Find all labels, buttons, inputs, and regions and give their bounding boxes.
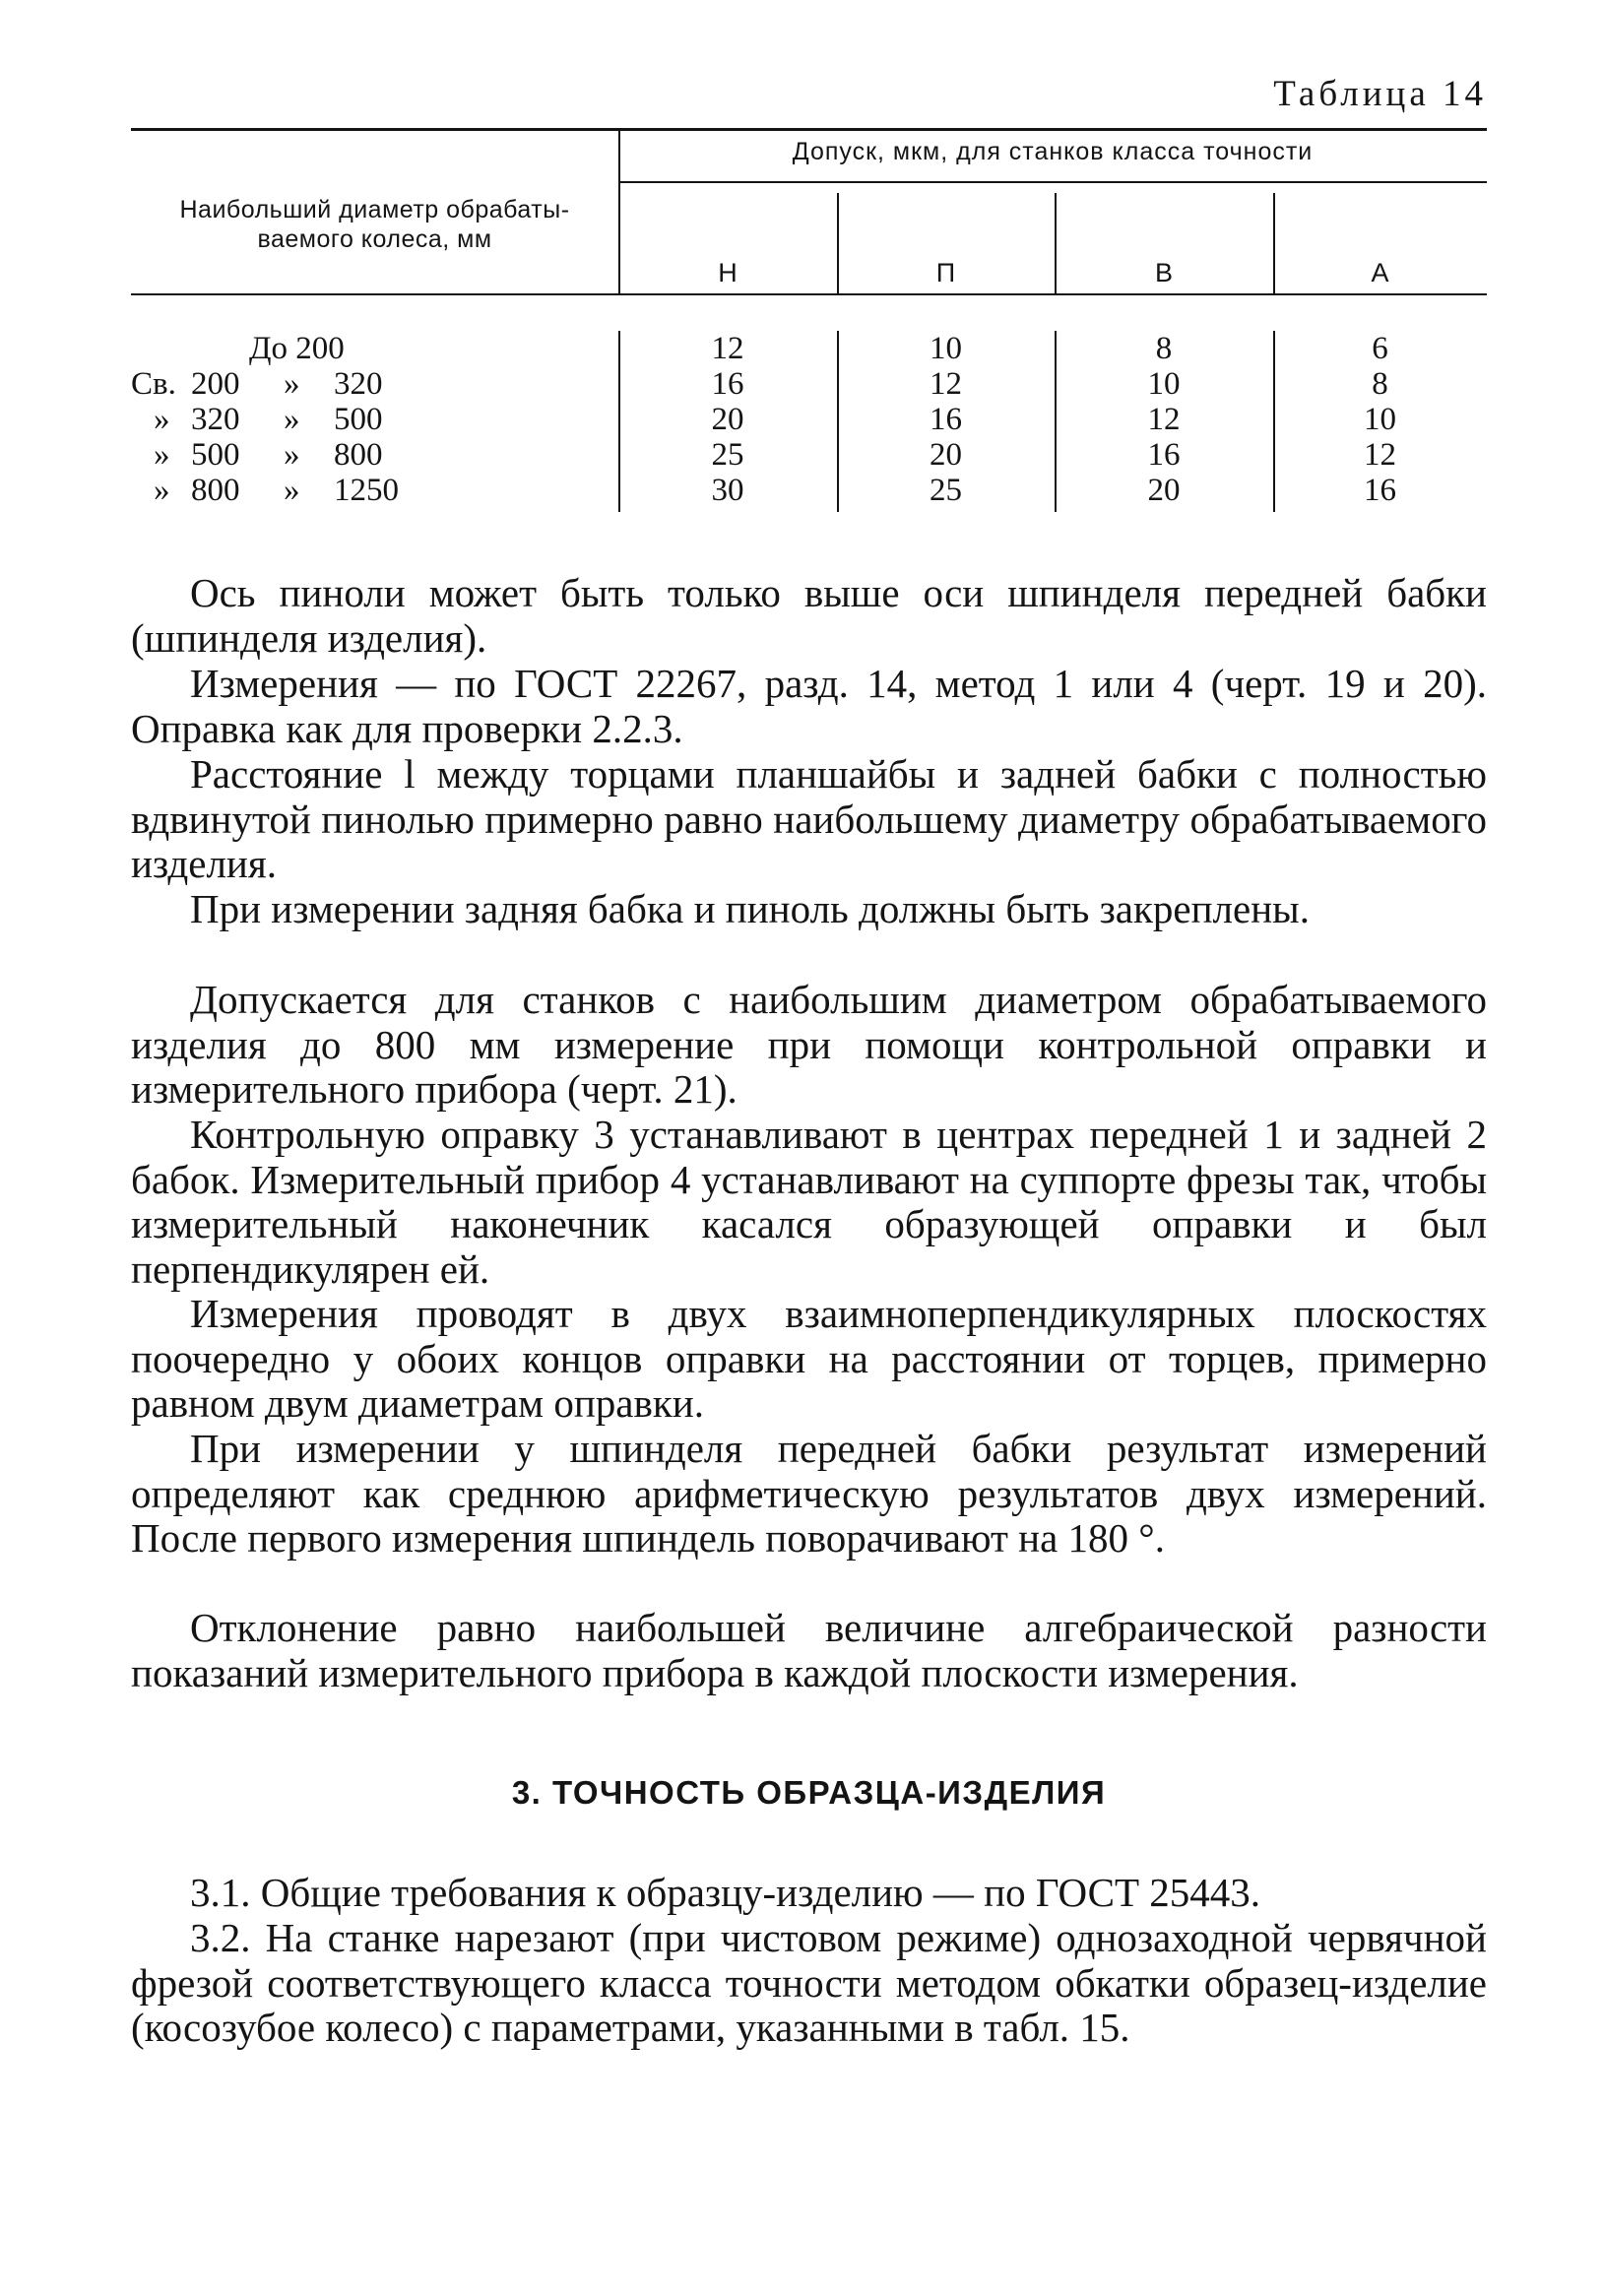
table-cell: 6	[1372, 331, 1388, 366]
table-cell: 10	[1147, 366, 1181, 402]
class-header-p: П	[935, 258, 956, 287]
table-caption: Таблица 14	[1273, 74, 1487, 114]
paragraph: При измерении задняя бабка и пиноль должны быть закреплены.	[190, 886, 1310, 931]
table-cell: 20	[1147, 473, 1181, 508]
column-a-values	[1273, 331, 1487, 508]
column-v-values	[1055, 331, 1273, 508]
diameter-range: До 200	[249, 331, 345, 366]
table-row	[131, 331, 618, 366]
table-cell: 12	[711, 331, 744, 366]
paragraph: Измерения проводят в двух взаимноперпендикулярных плоскостях поочередно у обоих концов оправки на расстоянии от торцев, примерно равном двум диаметрам оправки.	[131, 1291, 1487, 1427]
diameter-sep: »	[284, 473, 300, 508]
diameter-sep: »	[284, 366, 300, 402]
section-title: 3. ТОЧНОСТЬ ОБРАЗЦА-ИЗДЕЛИЯ	[511, 1774, 1107, 1811]
table-row	[131, 437, 618, 473]
diameter-from: 500	[191, 437, 240, 473]
table-cell: 20	[711, 402, 744, 437]
table-row	[131, 402, 618, 437]
table-cell: 20	[930, 437, 962, 473]
paragraph: Ось пиноли может быть только выше оси шпинделя передней бабки (шпинделя изделия).	[131, 570, 1487, 661]
table-cell: 25	[711, 437, 744, 473]
table-cell: 8	[1372, 366, 1388, 402]
table-cell: 16	[1147, 437, 1181, 473]
diameter-prefix: Св.	[131, 366, 176, 402]
paragraph: Отклонение равно наибольшей величине алгебраической разности показаний измерительного прибора в каждой плоскости измерения.	[131, 1605, 1487, 1695]
paragraph: Допускается для станков с наибольшим диаметром обрабатываемого изделия до 800 мм измерение при помощи контрольной оправки и измерительного прибора (черт. 21).	[131, 977, 1487, 1113]
diameter-to: 320	[334, 366, 383, 402]
diameter-sep: »	[284, 402, 300, 437]
diameter-to: 800	[334, 437, 383, 473]
class-header-v: В	[1154, 258, 1173, 287]
table-row	[131, 473, 618, 508]
diameter-sep: »	[284, 437, 300, 473]
diameter-prefix: »	[154, 437, 170, 473]
paragraph: Расстояние l между торцами планшайбы и задней бабки с полностью вдвинутой пинолью примерно равно наибольшему диаметру обрабатываемого изделия.	[131, 751, 1487, 887]
diameter-from: 200	[191, 366, 240, 402]
column-h-values	[618, 331, 837, 508]
diameter-prefix: »	[154, 402, 170, 437]
class-header-a: А	[1371, 258, 1389, 287]
column-p-values	[837, 331, 1055, 508]
class-header-h: Н	[718, 258, 738, 287]
paragraph: Измерения — по ГОСТ 22267, разд. 14, метод 1 или 4 (черт. 19 и 20). Оправка как для проверки 2.2.3.	[131, 661, 1487, 751]
table-cell: 25	[930, 473, 962, 508]
table-cell: 30	[711, 473, 744, 508]
diameter-to: 1250	[334, 473, 399, 508]
table-cell: 10	[1364, 402, 1396, 437]
table-cell: 16	[1364, 473, 1396, 508]
table-cell: 16	[711, 366, 744, 402]
table-cell: 10	[930, 331, 962, 366]
table-top-rule	[131, 128, 1487, 131]
paragraph: При измерении у шпинделя передней бабки результат измерений определяют как среднюю арифметическую результатов двух измерений. После первого измерения шпиндель поворачивают на 180 °.	[131, 1426, 1487, 1562]
table-class-rule	[618, 181, 1487, 183]
diameter-prefix: »	[154, 473, 170, 508]
table-cell: 12	[1364, 437, 1396, 473]
paragraph: Контрольную оправку 3 устанавливают в центрах передней 1 и задней 2 бабок. Измерительный прибор 4 устанавливают на суппорте фрезы так, чтобы измерительный наконечник касался образующей оправки и был перпендикулярен ей.	[131, 1112, 1487, 1292]
table-cell: 16	[930, 402, 962, 437]
table-cell: 12	[930, 366, 962, 402]
diameter-column	[131, 331, 618, 508]
section-item: 3.1. Общие требования к образцу-изделию — по ГОСТ 25443.	[190, 1870, 1261, 1915]
table-row	[131, 366, 618, 402]
header-tolerance: Допуск, мкм, для станков класса точности	[792, 138, 1314, 165]
section-item: 3.2. На станке нарезают (при чистовом режиме) однозаходной червячной фрезой соответствующего класса точности методом обкатки образец-изделие (косозубое колесо) с параметрами, указанными в табл. 15.	[131, 1915, 1487, 2051]
table-cell: 12	[1147, 402, 1181, 437]
header-diameter: Наибольший диаметр обрабаты- ваемого колеса, мм	[179, 196, 570, 253]
diameter-from: 800	[191, 473, 240, 508]
diameter-from: 320	[191, 402, 240, 437]
table-cell: 8	[1155, 331, 1173, 366]
tolerance-table	[131, 128, 1487, 518]
diameter-to: 500	[334, 402, 383, 437]
